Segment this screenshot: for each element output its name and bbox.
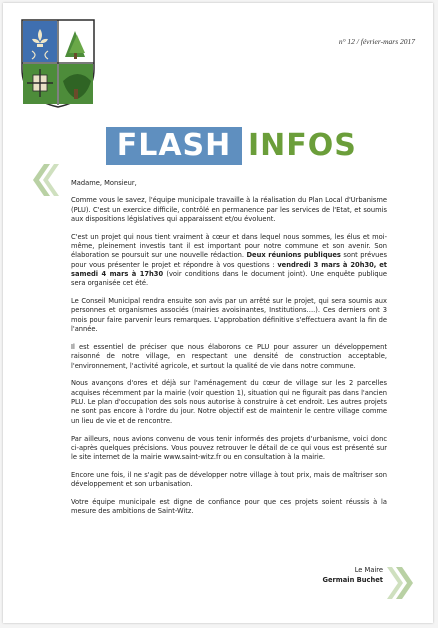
document-page	[3, 3, 433, 623]
signature-role: Le Maire	[354, 566, 383, 574]
meetings-text-e: (voir conditions dans le document joint). Une enquête publique sera organisée cet été.	[71, 269, 387, 288]
meetings-highlight-dates: vendredi 3 mars à 20h30, et samedi 4 mars à 17h30	[71, 260, 387, 278]
paragraph-plu-intro: Comme vous le savez, l'équipe municipale travaille à la réalisation du Plan Local d'Urbanisme (PLU). C'est un exercice difficile, contrôlé en permanence par les services de l'Etat, et soumis aux dispositions législatives qui apparaissent et/ou évoluent.	[71, 196, 387, 223]
paragraph-information: Par ailleurs, nous avions convenu de vous tenir informés des projets d'urbanisme, voici donc ci-après quelques précisions. Vous pouvez retrouver le détail de ce qui vous est présenté sur le site internet de la mairie www.saint-witz.fr ou en consultation à la mairie.	[71, 434, 387, 462]
banner-flash-text: FLASH	[106, 127, 242, 165]
double-chevron-left-icon	[31, 160, 59, 200]
salutation: Madame, Monsieur,	[71, 179, 137, 187]
paragraph-council-opinion: Le Conseil Municipal rendra ensuite son avis par un arrêté sur le projet, qui sera soumis aux personnes et organismes associés (mairies avoisinantes, Institutions….). Ces derniers ont 3 mois pour faire parvenir leurs remarques. L'approbation définitive s'effectuera avant la fin de l'année.	[71, 297, 387, 334]
paragraph-public-meetings	[71, 233, 387, 289]
paragraph-village-center: Nous avançons d'ores et déjà sur l'aménagement du cœur de village sur les 2 parcelles acquises récemment par la mairie (voir question 1), situation qui ne figurait pas dans l'ancien PLU. Le plan d'occupation des sols nous autorise à construire à cet endroit. Les autres projets ne sont pas encore à l'ordre du jour. Notre objectif est de maintenir le centre village comme un lieu de vie et de rencontre.	[71, 379, 387, 425]
meetings-text-a: C'est un projet qui nous tient vraiment à cœur et dans lequel nous sommes, les élus et moi-même, pleinement investis tant il est important pour notre commune et son avenir. Son élaboration se poursuit sur une nouvelle rédaction.	[71, 232, 387, 260]
issue-number: n° 12 / février-mars 2017	[338, 37, 415, 46]
letter-body	[71, 179, 387, 525]
paragraph-trust: Votre équipe municipale est digne de confiance pour que ces projets soient réussis à la mesure des ambitions de Saint-Witz.	[71, 498, 387, 516]
paragraph-development: Il est essentiel de préciser que nous élaborons ce PLU pour assurer un développement raisonné de notre village, en respectant une densité de construction acceptable, l'environnement, l'activité agricole, et surtout la qualité de vie dans notre commune.	[71, 342, 387, 370]
double-chevron-right-icon	[387, 563, 415, 603]
signature-name: Germain Buchet	[322, 576, 383, 584]
banner-infos-text: INFOS	[248, 128, 357, 163]
meetings-text-c: sont prévues pour vous présenter le projet et répondre à vos questions :	[71, 251, 387, 269]
signature-block	[322, 565, 383, 585]
meetings-highlight-reunions: Deux réunions publiques	[246, 251, 341, 260]
paragraph-control: Encore une fois, il ne s'agit pas de développer notre village à tout prix, mais de maîtriser son développement et son urbanisation.	[71, 470, 387, 489]
coat-of-arms-logo	[19, 17, 97, 109]
